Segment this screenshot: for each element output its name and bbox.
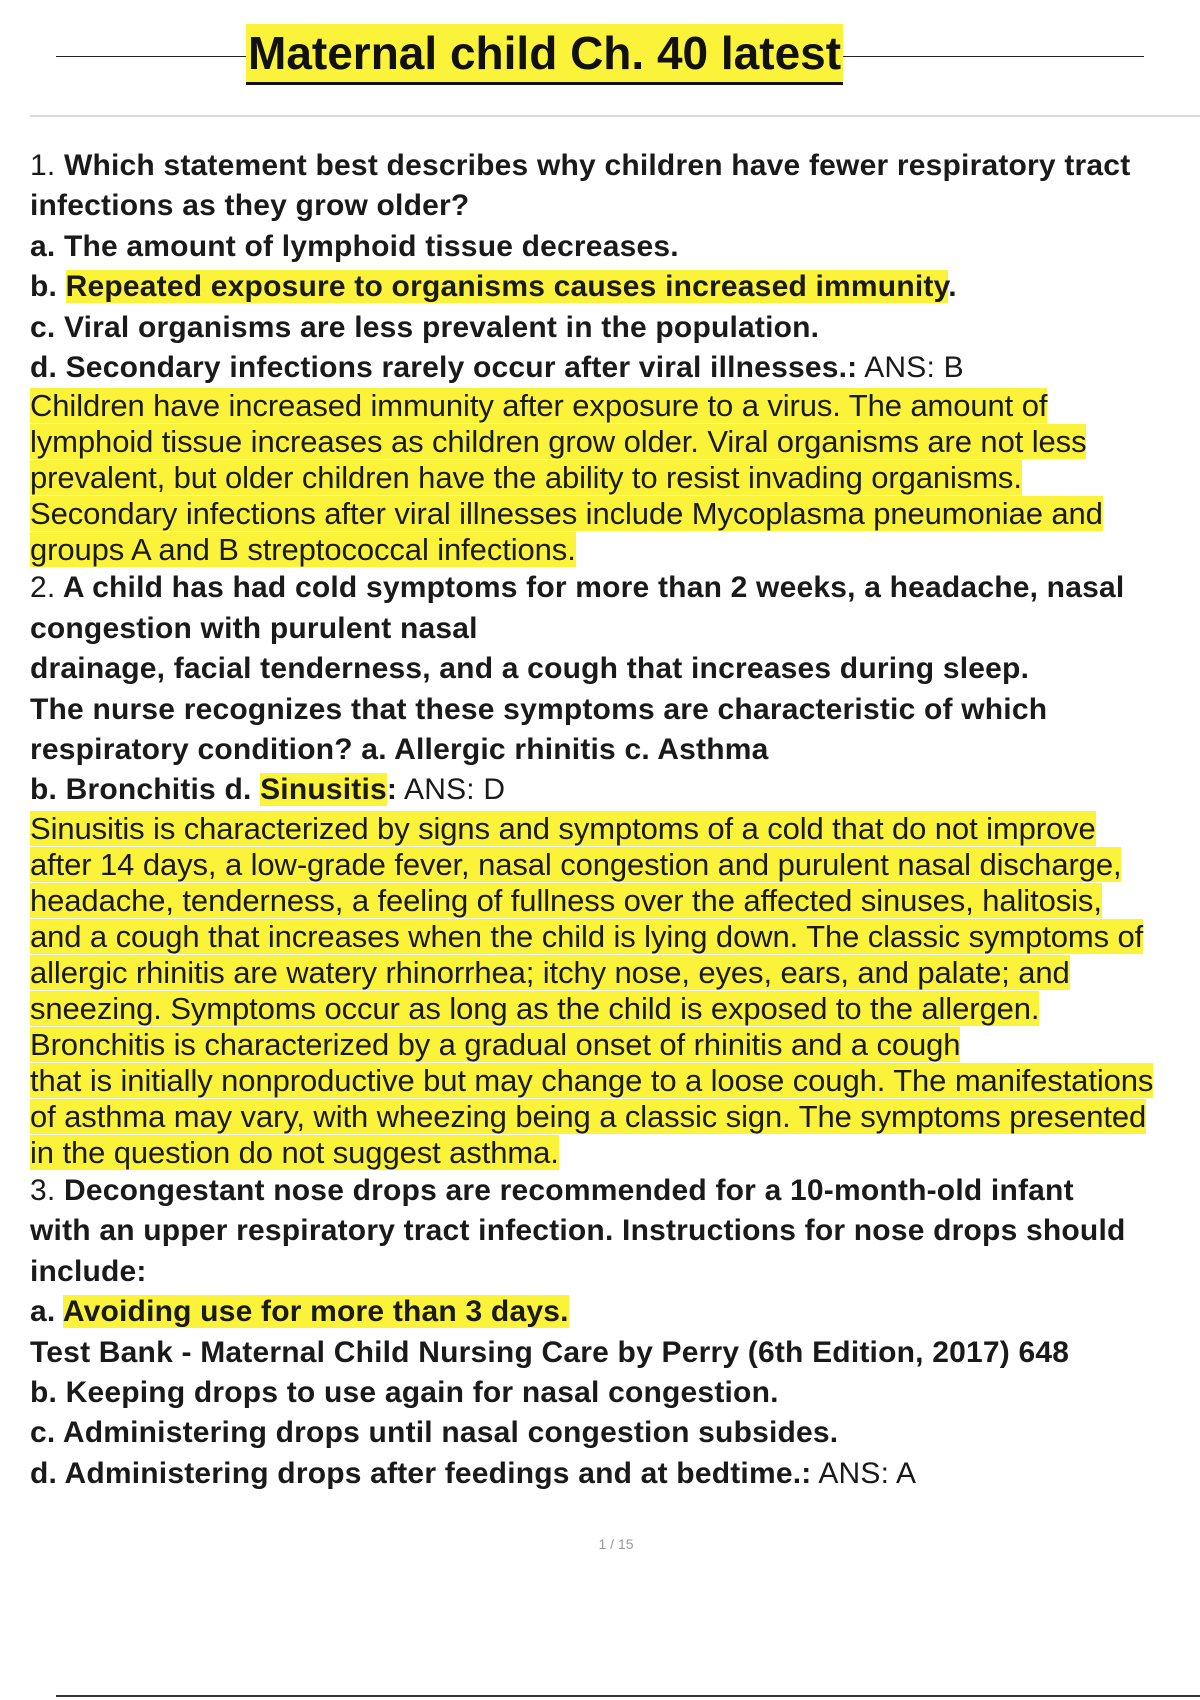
question-stem-line: respiratory condition? a. Allergic rhinitis c. Asthma: [30, 733, 769, 767]
rationale-line: lymphoid tissue increases as children grow older. Viral organisms are not less: [30, 424, 1087, 460]
highlighted-answer: Avoiding use for more than 3 days.: [62, 1295, 569, 1329]
option-line: [30, 770, 1200, 810]
rationale-line: after 14 days, a low-grade fever, nasal congestion and purulent nasal discharge,: [30, 846, 1122, 882]
rationale-line: of asthma may vary, with wheezing being a classic sign. The symptoms presented: [30, 1098, 1147, 1134]
rationale-line: that is initially nonproductive but may change to a loose cough. The manifestations: [30, 1062, 1154, 1098]
document-body: [30, 146, 1200, 1494]
rationale-line: Secondary infections after viral illnesses include Mycoplasma pneumoniae and: [30, 496, 1103, 532]
question-stem: [30, 146, 1200, 186]
rationale-line: groups A and B streptococcal infections.: [30, 532, 576, 568]
question-stem: [30, 568, 1200, 608]
option-d: [30, 1454, 1200, 1494]
rationale-line: headache, tenderness, a feeling of fullness over the affected sinuses, halitosis,: [30, 882, 1102, 918]
option-a-prefix: a.: [30, 1295, 63, 1329]
question-stem-line: include:: [30, 1254, 147, 1288]
rationale-line: and a cough that increases when the child is lying down. The classic symptoms of: [30, 918, 1144, 954]
rationale-line: Children have increased immunity after exposure to a virus. The amount of: [30, 388, 1048, 424]
question-stem-line: congestion with purulent nasal: [30, 611, 478, 645]
highlighted-answer: Repeated exposure to organisms causes increased immunity: [65, 270, 949, 304]
question-stem-line: drainage, facial tenderness, and a cough that increases during sleep.: [30, 652, 1030, 686]
page-indicator: 1 / 15: [598, 1536, 634, 1552]
question-2: [30, 568, 1200, 1170]
question-3: [30, 1171, 1200, 1494]
question-number: 3.: [30, 1173, 56, 1207]
answer-key: ANS: A: [811, 1456, 917, 1490]
question-stem-line: A child has had cold symptoms for more than 2 weeks, a headache, nasal: [55, 571, 1125, 605]
highlighted-answer: Sinusitis: [260, 773, 387, 807]
rationale-line: Sinusitis is characterized by signs and symptoms of a cold that do not improve: [30, 810, 1096, 846]
footer-divider: [56, 1695, 1200, 1697]
answer-key: ANS: B: [857, 351, 964, 385]
rationale: [30, 811, 1200, 1171]
question-stem-line: with an upper respiratory tract infection. Instructions for nose drops should: [30, 1214, 1126, 1248]
option-suffix: :: [386, 773, 398, 807]
option-d: [30, 348, 1200, 388]
rationale-line: prevalent, but older children have the ability to resist invading organisms.: [30, 460, 1022, 496]
header-divider: [30, 115, 1200, 117]
option-d-text: d. Secondary infections rarely occur after viral illnesses.:: [30, 351, 858, 385]
rationale-line: sneezing. Symptoms occur as long as the child is exposed to the allergen.: [30, 990, 1040, 1026]
question-number: 2.: [30, 571, 56, 605]
question-stem-line: Which statement best describes why children have fewer respiratory tract: [55, 149, 1131, 182]
question-stem: [30, 1171, 1200, 1211]
rationale-line: in the question do not suggest asthma.: [30, 1134, 559, 1170]
question-stem-line: Decongestant nose drops are recommended for a 10-month-old infant: [55, 1173, 1074, 1207]
option-c: c. Viral organisms are less prevalent in the population.: [30, 310, 820, 344]
question-stem-line: infections as they grow older?: [30, 189, 470, 223]
option-b: b. Keeping drops to use again for nasal congestion.: [30, 1375, 779, 1409]
rationale-line: allergic rhinitis are watery rhinorrhea; itchy nose, eyes, ears, and palate; and: [30, 954, 1070, 990]
option-prefix: b. Bronchitis d.: [30, 773, 261, 807]
option-d-text: d. Administering drops after feedings and at bedtime.:: [30, 1456, 812, 1490]
option-c: c. Administering drops until nasal congestion subsides.: [30, 1416, 839, 1450]
answer-key: ANS: D: [397, 773, 506, 807]
rationale-line: Bronchitis is characterized by a gradual onset of rhinitis and a cough: [30, 1026, 961, 1062]
option-b-suffix: .: [948, 270, 957, 304]
question-1: [30, 146, 1200, 568]
option-a: a. The amount of lymphoid tissue decreases.: [30, 229, 679, 263]
source-citation: Test Bank - Maternal Child Nursing Care by Perry (6th Edition, 2017) 648: [30, 1335, 1070, 1369]
option-a: [30, 1292, 1200, 1332]
option-b-prefix: b.: [30, 270, 66, 304]
rationale: [30, 388, 1200, 568]
question-stem-line: The nurse recognizes that these symptoms are characteristic of which: [30, 692, 1048, 726]
option-b: [30, 267, 1200, 307]
document-title: Maternal child Ch. 40 latest: [246, 24, 843, 85]
question-number: 1.: [30, 149, 56, 182]
title-row: [56, 24, 1144, 88]
